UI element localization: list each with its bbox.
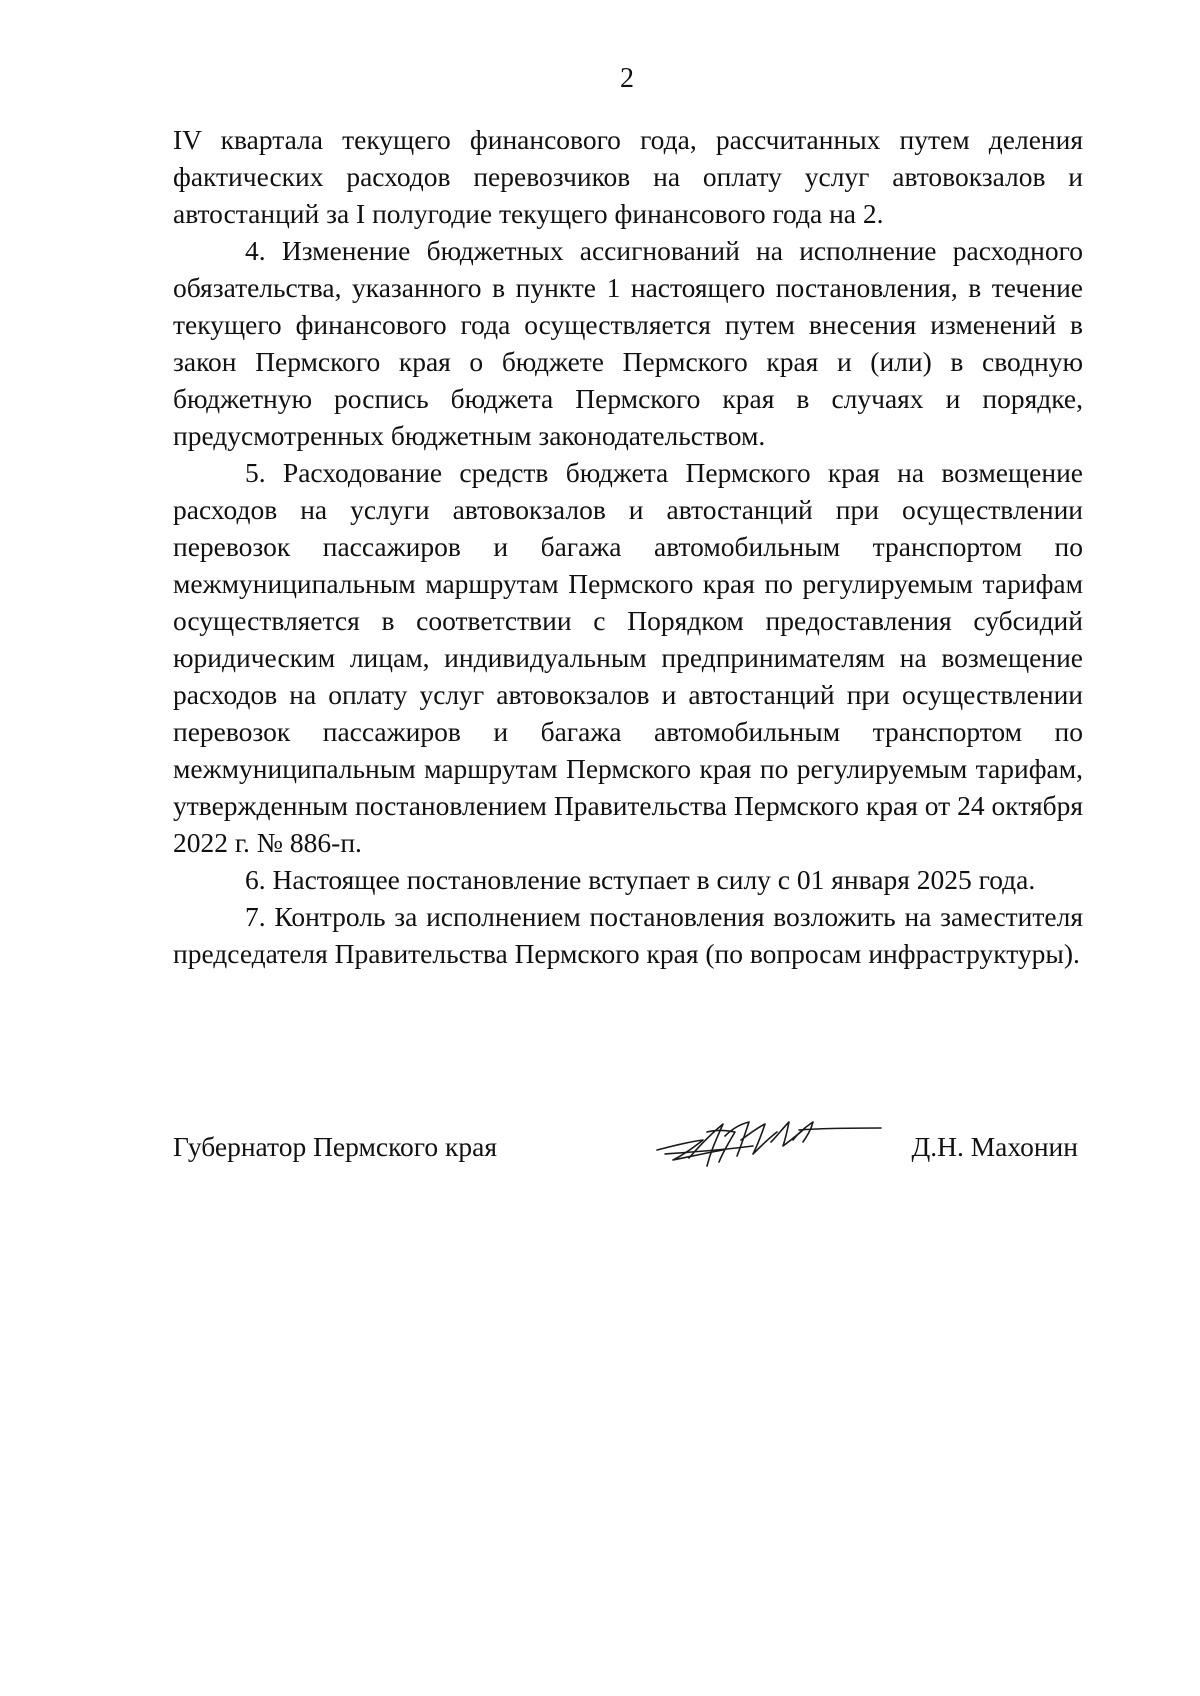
paragraph-7: 7. Контроль за исполнением постановления возложить на заместителя председателя Правительства Пермского края (по вопросам инфраструктуры).	[173, 901, 1083, 969]
paragraph-6: 6. Настоящее постановление вступает в силу с 01 января 2025 года.	[245, 864, 1036, 895]
signature-block	[173, 1128, 1078, 1188]
signatory-name: Д.Н. Махонин	[911, 1131, 1078, 1162]
handwritten-signature	[653, 1106, 883, 1176]
paragraph-4: 4. Изменение бюджетных ассигнований на исполнение расходного обязательства, указанного в пункте 1 настоящего постановления, в течение текущего финансового года осуществляется путем внесения изменений в закон Пермского края о бюджете Пермского края и (или) в сводную бюджетную роспись бюджета Пермского края в случаях и порядке, предусмотренных бюджетным законодательством.	[173, 235, 1083, 451]
signatory-title: Губернатор Пермского края	[173, 1131, 497, 1162]
page-number: 2	[620, 63, 634, 94]
document-body	[173, 121, 1083, 972]
paragraph-5: 5. Расходование средств бюджета Пермского края на возмещение расходов на услуги автовокзалов и автостанций при осуществлении перевозок пассажиров и багажа автомобильным транспортом по межмуниципальным маршрутам Пермского края по регулируемым тарифам осуществляется в соответствии с Порядком предоставления субсидий юридическим лицам, индивидуальным предпринимателям на возмещение расходов на оплату услуг автовокзалов и автостанций при осуществлении перевозок пассажиров и багажа автомобильным транспортом по межмуниципальным маршрутам Пермского края по регулируемым тарифам, утвержденным постановлением Правительства Пермского края от 24 октября 2022 г. № 886-п.	[173, 457, 1083, 858]
paragraph-continuation: IV квартала текущего финансового года, рассчитанных путем деления фактических расходов перевозчиков на оплату услуг автовокзалов и автостанций за I полугодие текущего финансового года на 2.	[173, 124, 1083, 229]
